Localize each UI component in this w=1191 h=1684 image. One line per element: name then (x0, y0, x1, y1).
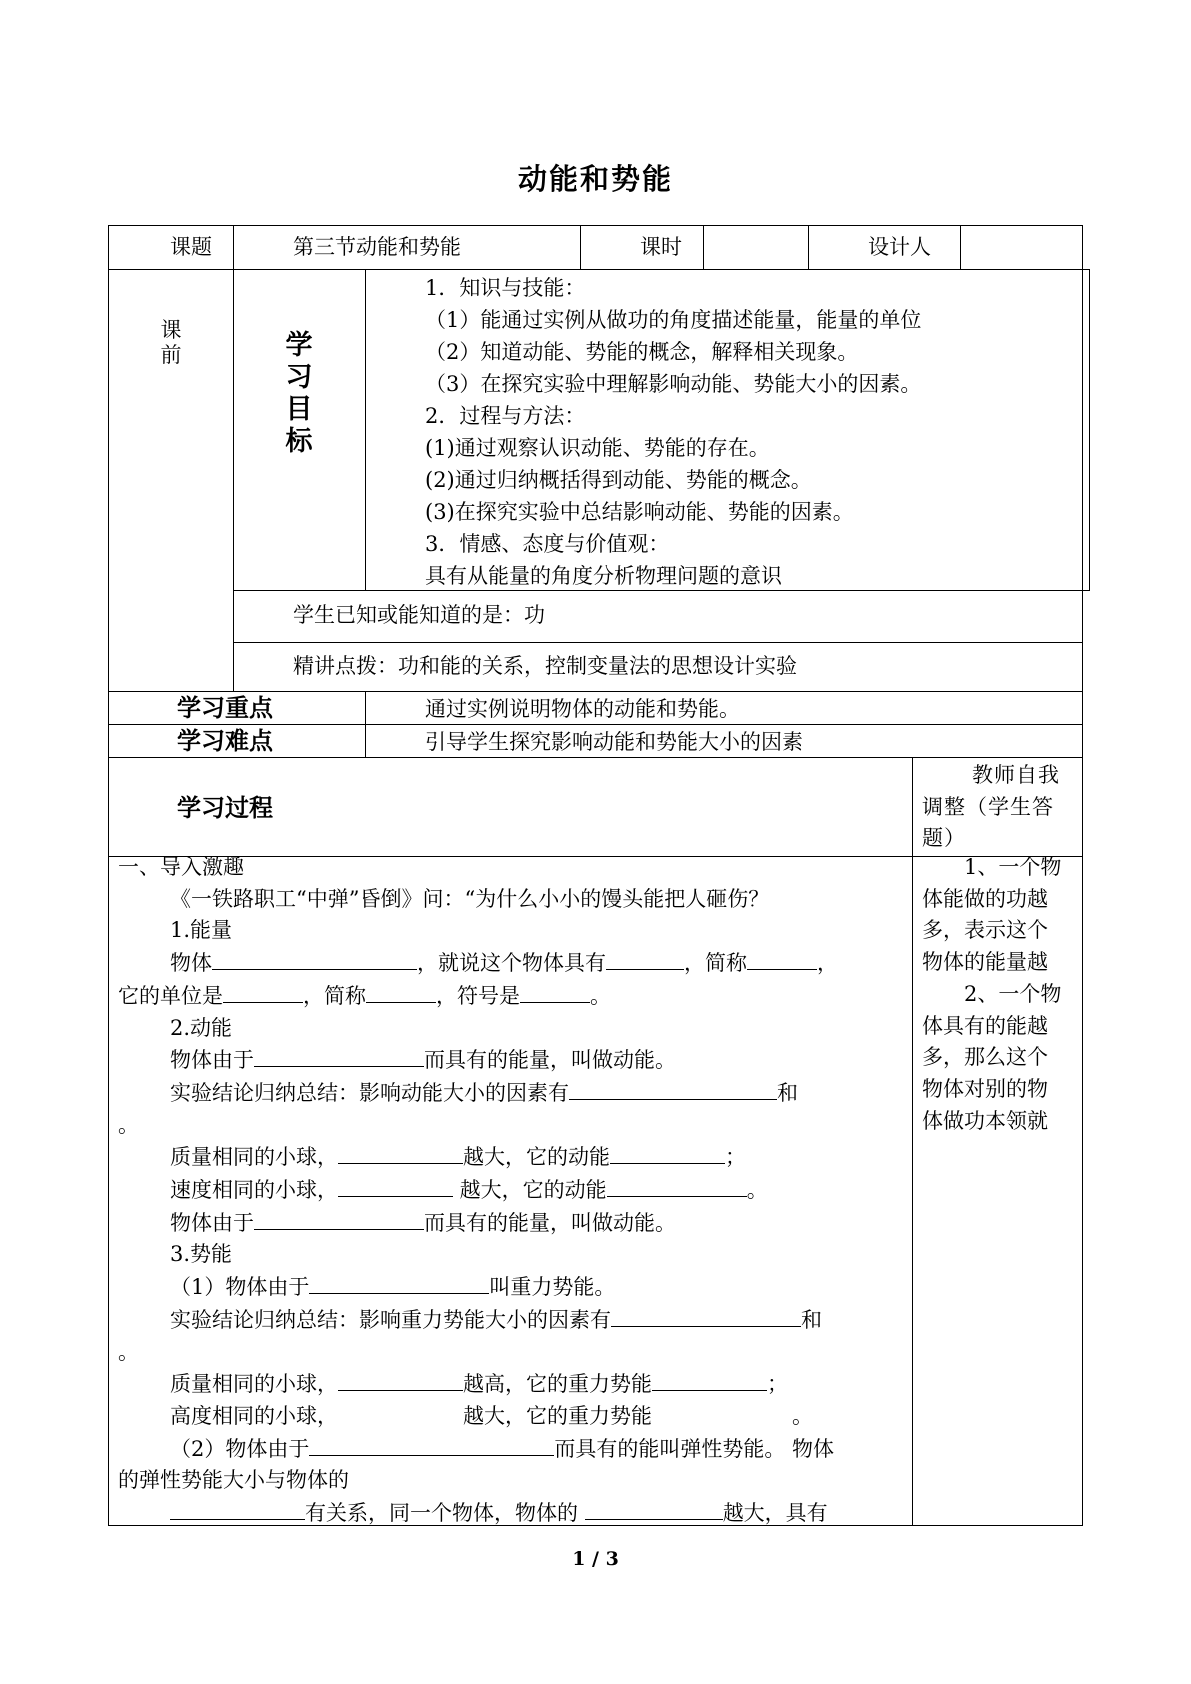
side-note-line: 多，那么这个 (922, 1045, 1048, 1070)
header-divider-2 (580, 225, 581, 270)
topic-value: 第三节动能和势能 (293, 235, 461, 259)
fill-blank[interactable] (610, 1141, 725, 1164)
goal-line-6: (1)通过观察认识动能、势能的存在。 (425, 436, 770, 460)
fill-blank[interactable] (223, 980, 303, 1003)
known-text: 学生已知或能知道的是：功 (293, 603, 545, 627)
proc-text: 而具有的能量，叫做动能。 (424, 1048, 676, 1073)
vertical-char: 学 (285, 330, 313, 361)
page-number: 1 / 3 (572, 1548, 619, 1570)
side-note-line: 体做功本领就 (922, 1108, 1048, 1133)
proc-line (118, 947, 908, 980)
header-divider-1 (233, 225, 234, 270)
designer-label: 设计人 (868, 235, 931, 259)
fill-blank[interactable] (309, 1271, 489, 1294)
side-note-line: 1、一个物 (922, 855, 1062, 879)
fill-blank[interactable] (309, 1433, 554, 1456)
proc-text: 。 (746, 1178, 768, 1203)
proc-text: 和 (777, 1080, 798, 1105)
proc-text: ，简称 (684, 951, 747, 976)
side-note-line: 体具有的能越 (922, 1013, 1048, 1038)
proc-line (118, 1141, 908, 1174)
side-note-line: 物体的能量越 (922, 950, 1048, 975)
proc-text: （2）物体由于 (170, 1436, 310, 1461)
vertical-char: 标 (285, 426, 313, 457)
vertical-char: 前 (160, 343, 182, 367)
proc-text: ，就说这个物体具有 (417, 951, 606, 976)
proc-text: ， (817, 951, 838, 976)
fill-blank[interactable] (212, 947, 417, 970)
goal-line-8: (3)在探究实验中总结影响动能、势能的因素。 (425, 500, 854, 524)
proc-text: 质量相同的小球， (170, 1372, 338, 1397)
proc-text: ； (767, 1372, 788, 1397)
fill-blank[interactable] (254, 1207, 424, 1230)
proc-text: 物体由于 (170, 1210, 254, 1235)
proc-line (118, 1271, 908, 1304)
proc-line (118, 1207, 908, 1240)
key-point-value: 通过实例说明物体的动能和势能。 (425, 697, 740, 721)
fill-blank[interactable] (611, 1304, 801, 1327)
proc-text: 和 (801, 1307, 822, 1332)
vertical-char: 课 (160, 318, 182, 342)
goal-line-5: 2．过程与方法： (425, 404, 586, 428)
proc-line (118, 1174, 908, 1207)
proc-line (118, 1465, 908, 1497)
proc-text: 物体 (170, 951, 212, 976)
subheading-potential: 3.势能 (170, 1242, 233, 1267)
fill-blank[interactable] (747, 947, 817, 970)
process-label: 学习过程 (177, 794, 273, 822)
proc-line (118, 1110, 908, 1142)
proc-line (118, 1013, 908, 1045)
proc-text: 物体由于 (170, 1048, 254, 1073)
proc-line (118, 1401, 908, 1433)
goal-line-10: 具有从能量的角度分析物理问题的意识 (425, 564, 782, 588)
proc-text: 高度相同的小球， (170, 1403, 338, 1428)
fill-blank[interactable] (254, 1044, 424, 1067)
proc-text: 。 (118, 1112, 139, 1137)
proc-text: 越高，它的重力势能 (463, 1372, 652, 1397)
proc-line (118, 915, 908, 947)
proc-line (118, 1077, 908, 1110)
proc-text: 越大，它的重力势能 (463, 1403, 652, 1428)
fill-blank[interactable] (606, 947, 684, 970)
goal-line-7: (2)通过归纳概括得到动能、势能的概念。 (425, 468, 812, 492)
goal-line-4: （3）在探究实验中理解影响动能、势能大小的因素。 (425, 372, 922, 396)
process-body-divider (912, 856, 913, 1526)
intro-question: 《一铁路职工“中弹”昏倒》问：“为什么小小的馒头能把人砸伤？ (170, 886, 770, 911)
proc-text: ，符号是 (436, 983, 520, 1008)
side-note-line: 2、一个物 (922, 981, 1062, 1006)
goal-line-3: （2）知道动能、势能的概念，解释相关现象。 (425, 340, 859, 364)
proc-text: 叫重力势能。 (489, 1275, 616, 1300)
goal-line-2: （1）能通过实例从做功的角度描述能量，能量的单位 (425, 308, 922, 332)
section-heading: 一、导入激趣 (118, 855, 244, 879)
known-row-bottom (233, 642, 1083, 643)
side-note-line: 物体对别的物 (922, 1076, 1048, 1101)
fill-blank[interactable] (338, 1174, 453, 1197)
fill-blank[interactable] (607, 1174, 747, 1197)
proc-line (118, 884, 908, 916)
vertical-char: 目 (285, 394, 313, 425)
proc-text: 。 (118, 1339, 139, 1364)
subheading-kinetic: 2.动能 (170, 1015, 233, 1040)
proc-line (118, 1497, 908, 1530)
key-point-label: 学习重点 (177, 694, 273, 722)
proc-text: 。 (590, 983, 611, 1008)
header-divider-5 (960, 225, 961, 270)
proc-text: （1）物体由于 (170, 1275, 310, 1300)
proc-text: ； (725, 1145, 746, 1170)
difficulty-label: 学习难点 (177, 727, 273, 755)
proc-line (118, 1044, 908, 1077)
fill-blank[interactable] (338, 1368, 463, 1391)
fill-blank[interactable] (569, 1077, 777, 1100)
proc-text: 的弹性势能大小与物体的 (118, 1468, 349, 1493)
fill-blank[interactable] (520, 980, 590, 1003)
goals-label (283, 330, 315, 458)
proc-text: 越大，具有 (722, 1501, 828, 1526)
fill-blank[interactable] (366, 980, 436, 1003)
proc-line (118, 980, 908, 1013)
fill-blank[interactable] (338, 1141, 463, 1164)
side-note-line: 多，表示这个 (922, 918, 1048, 943)
proc-text: 而具有的能量，叫做动能。 (424, 1210, 676, 1235)
proc-line (118, 1304, 908, 1337)
document-title: 动能和势能 (517, 162, 673, 196)
key-guide-text: 精讲点拨：功和能的关系，控制变量法的思想设计实验 (293, 654, 797, 678)
difficulty-value: 引导学生探究影响动能和势能大小的因素 (425, 730, 803, 754)
pre-class-label (159, 318, 183, 368)
header-row (108, 225, 1083, 270)
topic-label: 课题 (170, 235, 212, 259)
fill-blank[interactable] (170, 1497, 305, 1520)
fill-blank[interactable] (652, 1368, 767, 1391)
proc-line (118, 852, 908, 884)
proc-text: 实验结论归纳总结：影响重力势能大小的因素有 (170, 1307, 611, 1332)
proc-text: 速度相同的小球， (170, 1178, 338, 1203)
goal-line-1: 1．知识与技能： (425, 276, 586, 300)
proc-text: 有关系，同一个物体，物体的 (305, 1501, 585, 1526)
period-label: 课时 (640, 235, 682, 259)
proc-line (118, 1368, 908, 1401)
vertical-char: 习 (285, 362, 313, 393)
proc-line (118, 1337, 908, 1369)
header-divider-3 (703, 225, 704, 270)
proc-text: 而具有的能叫弹性势能。 物体 (554, 1436, 835, 1461)
proc-line (118, 1239, 908, 1271)
teacher-col-header: 教师自我调整（学生答题） (922, 763, 1060, 851)
process-content (118, 852, 908, 1530)
proc-text: 。 (792, 1403, 813, 1428)
proc-line (118, 1433, 908, 1466)
proc-text: 它的单位是 (118, 983, 223, 1008)
fill-blank[interactable] (585, 1497, 723, 1520)
proc-text: 实验结论归纳总结：影响动能大小的因素有 (170, 1080, 569, 1105)
goal-line-9: 3．情感、态度与价值观： (425, 532, 670, 556)
subheading-energy: 1.能量 (170, 918, 233, 943)
proc-text: 越大，它的动能 (463, 1145, 610, 1170)
side-note-line: 体能做的功越 (922, 886, 1048, 911)
proc-text: ，简称 (303, 983, 366, 1008)
header-divider-4 (808, 225, 809, 270)
proc-text: 质量相同的小球， (170, 1145, 338, 1170)
proc-text: 越大，它的动能 (453, 1178, 607, 1203)
teacher-notes (922, 852, 1072, 1137)
goals-label-divider (365, 269, 366, 591)
